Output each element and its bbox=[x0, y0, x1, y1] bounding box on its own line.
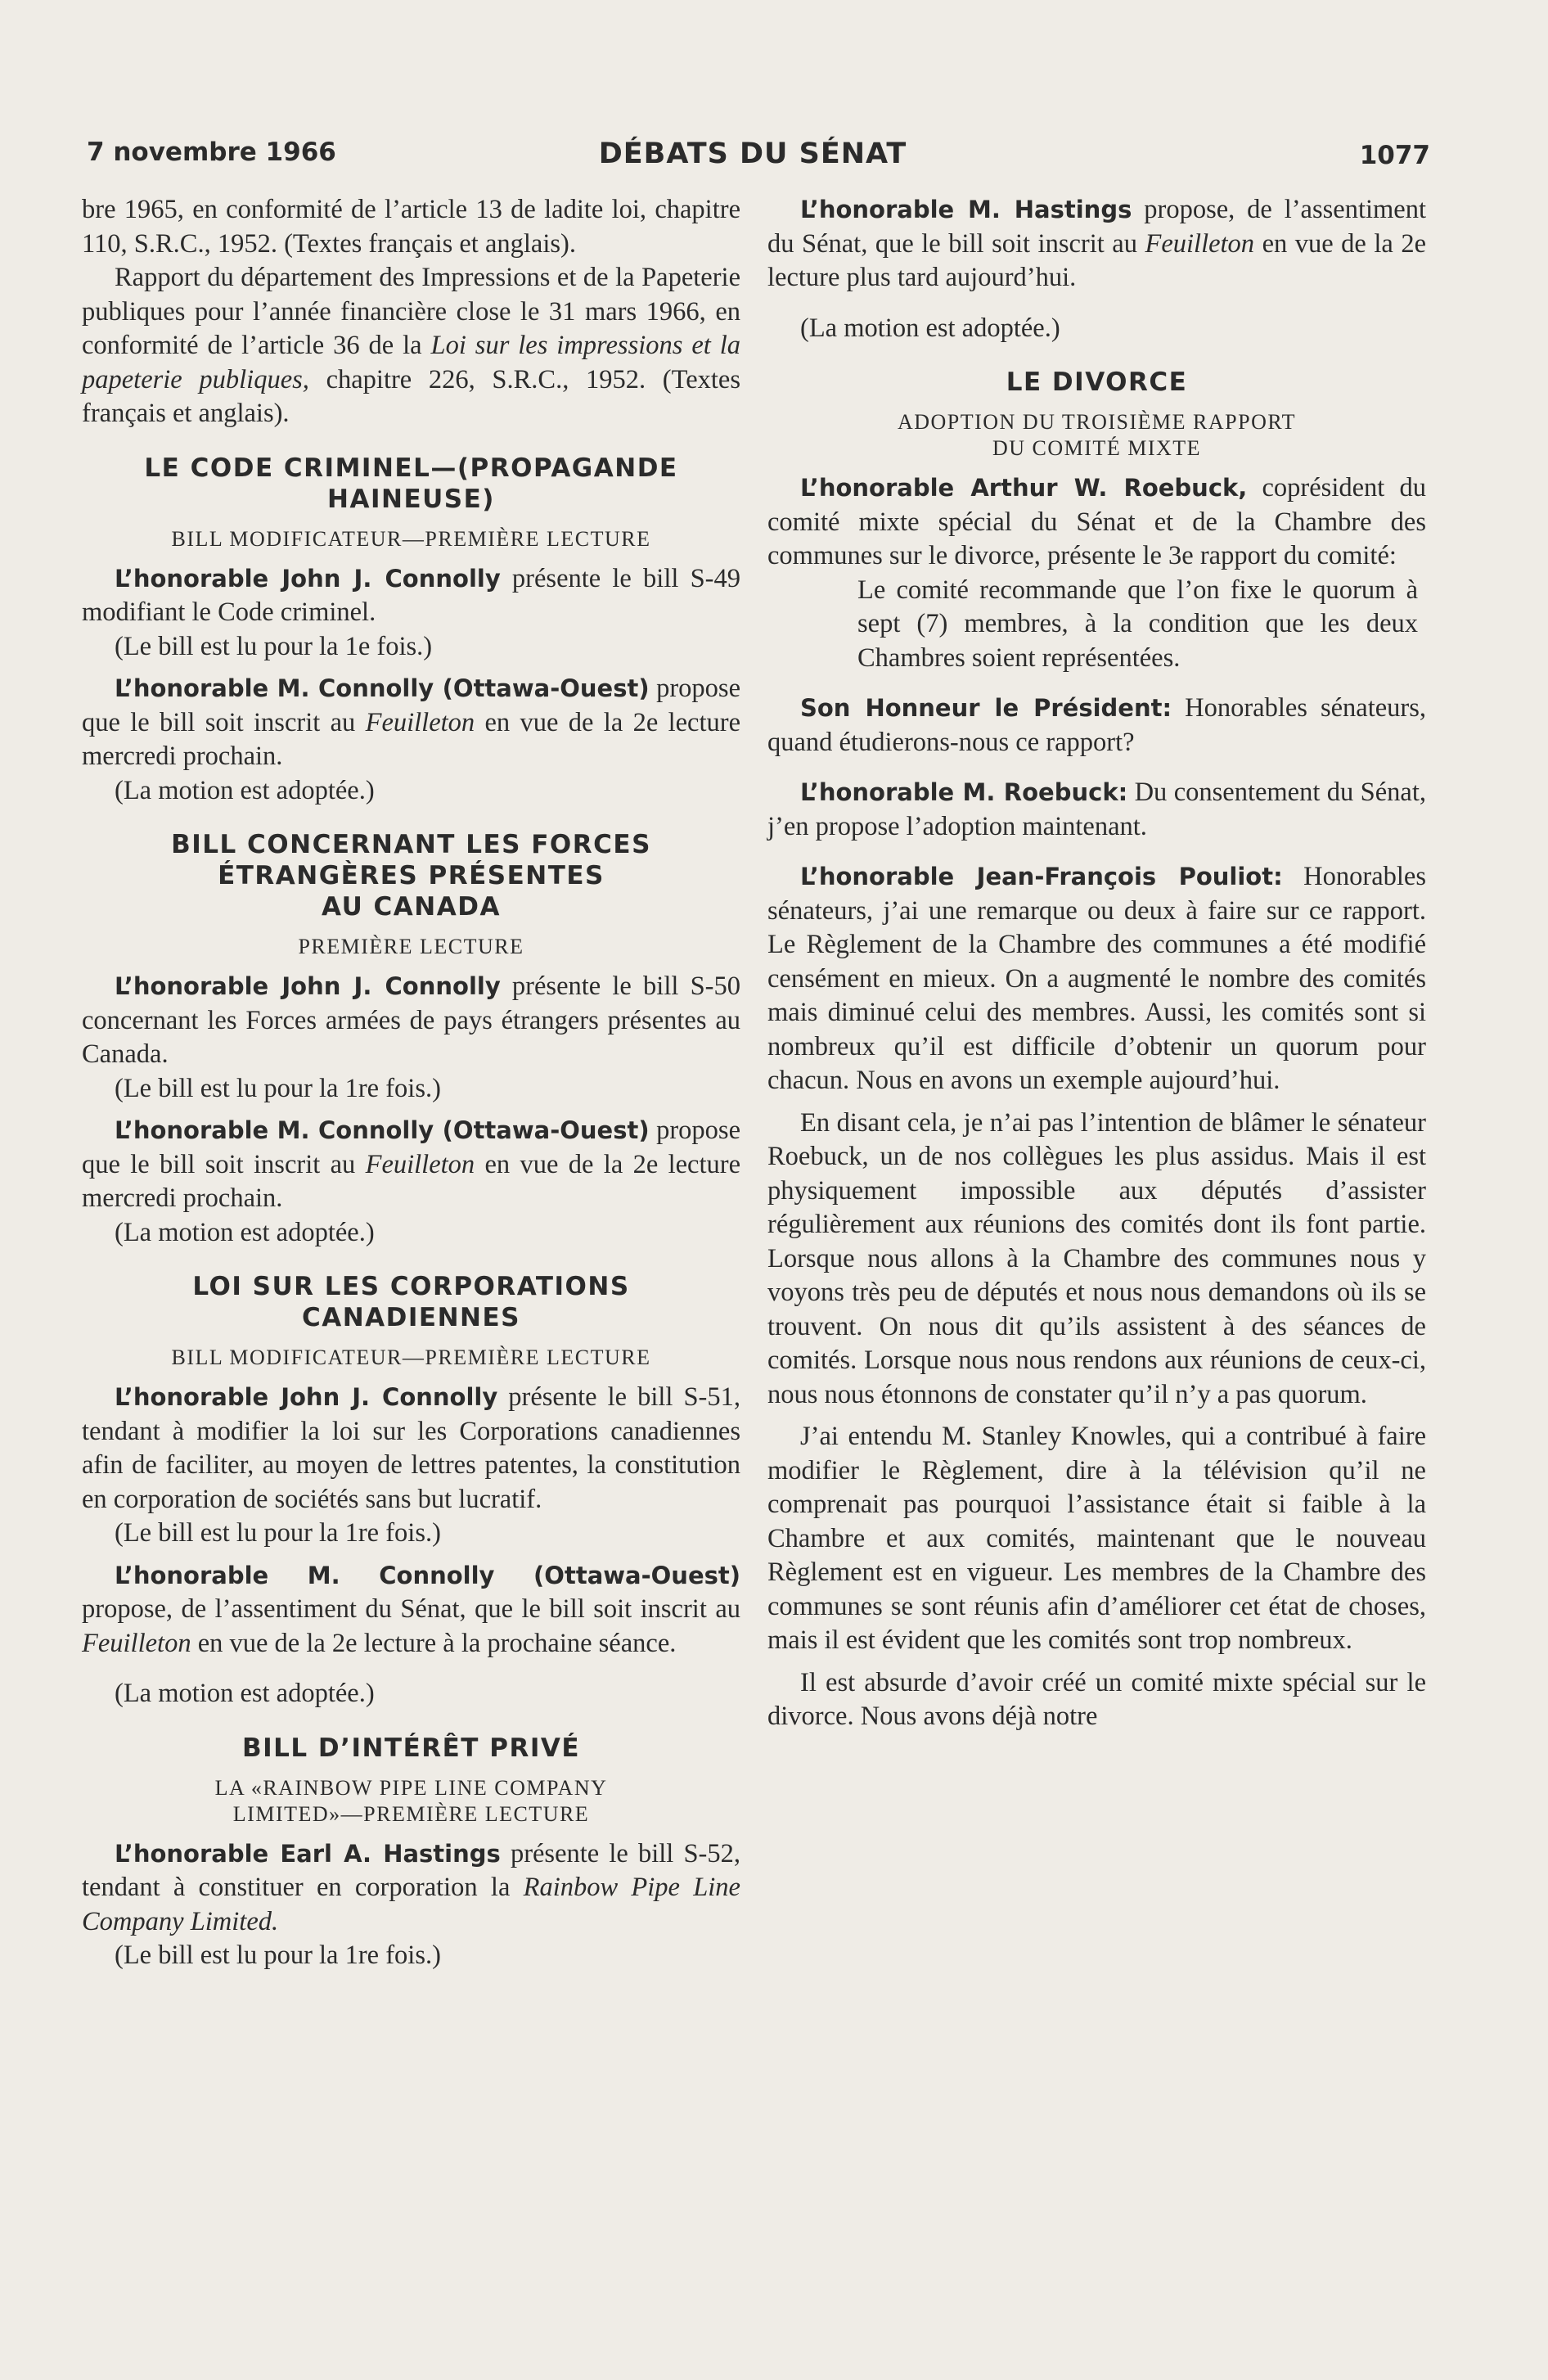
left-column bbox=[82, 193, 740, 1973]
paragraph: L’honorable Arthur W. Roebuck, coprésident du comité mixte spécial du Sénat et de la Chambre des communes sur le divorce, présente le 3e rapport du comité: bbox=[767, 473, 1426, 570]
section-subheading: BILL MODIFICATEUR—PREMIÈRE LECTURE bbox=[171, 1346, 651, 1369]
header-title: DÉBATS DU SÉNAT bbox=[598, 137, 907, 170]
paragraph: L’honorable M. Connolly (Ottawa-Ouest) propose, de l’assentiment du Sénat, que le bill soit inscrit au Feuilleton en vue de la 2e lecture à la prochaine séance. bbox=[82, 1561, 740, 1658]
speaker-name: L’honorable John J. Connolly bbox=[115, 564, 501, 593]
paragraph: L’honorable M. Connolly (Ottawa-Ouest) propose que le bill soit inscrit au Feuilleton en vue de la 2e lecture mercredi prochain. bbox=[82, 674, 740, 771]
paragraph: L’honorable John J. Connolly présente le bill S-49 modifiant le Code criminel. bbox=[82, 563, 740, 627]
speaker-name: L’honorable John J. Connolly bbox=[115, 1383, 498, 1411]
paragraph: L’honorable M. Roebuck: Du consentement du Sénat, j’en propose l’adoption maintenant. bbox=[767, 778, 1426, 841]
paragraph: En disant cela, je n’ai pas l’intention de blâmer le sénateur Roebuck, un de nos collègues les plus assidus. Mais il est physiquement impossible aux députés d’assister régulièrement aux réunions des comités dont ils font partie. Lorsque nous allons à la Chambre des communes nous y voyons très peu de députés et nous nous demandons où ils se trouvent. On nous dit qu’ils assistent à des séances de comités. Lorsque nous nous rendons aux réunions de ceux-ci, nous nous étonnons de constater qu’il n’y a pas quorum. bbox=[767, 1107, 1426, 1409]
section-subheading: BILL MODIFICATEUR—PREMIÈRE LECTURE bbox=[171, 526, 651, 551]
paragraph: (Le bill est lu pour la 1re fois.) bbox=[115, 1073, 441, 1103]
paragraph: Son Honneur le Président: Honorables sénateurs, quand étudierons-nous ce rapport? bbox=[767, 693, 1426, 757]
paragraph: (La motion est adoptée.) bbox=[800, 313, 1060, 343]
paragraph: J’ai entendu M. Stanley Knowles, qui a contribué à faire modifier le Règlement, dire à la télévision qu’il ne comprenait pas pourquoi l’assistance était si faible à la Chambre et aux comités, maintenant que le nouveau Règlement est en vigueur. Les membres de la Chambre des communes se sont réunis afin d’améliorer cet état de choses, mais il est évident que les comités sont trop nombreux. bbox=[767, 1422, 1426, 1655]
page-header bbox=[82, 133, 1430, 174]
speaker-name: L’honorable Earl A. Hastings bbox=[115, 1839, 501, 1868]
page-number: 1077 bbox=[1359, 141, 1430, 170]
paragraph: L’honorable John J. Connolly présente le bill S-50 concernant les Forces armées de pays étrangers présentes au Canada. bbox=[82, 971, 740, 1069]
quoted-report: Le comité recommande que l’on fixe le quorum à sept (7) membres, à la condition que les deux Chambres soient représentées. bbox=[857, 575, 1418, 673]
paragraph: Rapport du département des Impressions et de la Papeterie publiques pour l’année financière close le 31 mars 1966, en conformité de l’article 36 de la Loi sur les impressions et la papeterie publiques, chapitre 226, S.R.C., 1952. (Textes français et anglais). bbox=[82, 263, 740, 428]
header-date: 7 novembre 1966 bbox=[87, 137, 336, 167]
paragraph: (Le bill est lu pour la 1re fois.) bbox=[115, 1941, 441, 1970]
speaker-name: Son Honneur le Président: bbox=[800, 694, 1172, 722]
paragraph: (La motion est adoptée.) bbox=[115, 775, 375, 805]
speaker-name: L’honorable John J. Connolly bbox=[115, 972, 501, 1000]
speaker-name: L’honorable M. Connolly (Ottawa-Ouest) bbox=[115, 674, 650, 702]
paragraph: L’honorable Jean-François Pouliot: Honorables sénateurs, j’ai une remarque ou deux à faire sur ce rapport. Le Règlement de la Chambre des communes a été modifié censément en mieux. On a augmenté le nombre des comités mais diminué celui des membres. Aussi, les comités sont si nombreux qu’il est difficile d’obtenir un quorum pour chacun. Nous en avons un exemple aujourd’hui. bbox=[767, 862, 1426, 1095]
section-heading: BILL CONCERNANT LES FORCES ÉTRANGÈRES PRÉSENTES AU CANADA bbox=[171, 830, 651, 922]
paragraph: (La motion est adoptée.) bbox=[115, 1217, 375, 1247]
speaker-name: L’honorable M. Connolly (Ottawa-Ouest) bbox=[115, 1116, 650, 1144]
speaker-name: L’honorable Jean-François Pouliot: bbox=[800, 863, 1283, 890]
paragraph: (La motion est adoptée.) bbox=[115, 1679, 375, 1708]
speaker-name: L’honorable M. Hastings bbox=[800, 196, 1132, 223]
section-subheading: LA «RAINBOW PIPE LINE COMPANY LIMITED»—PREMIÈRE LECTURE bbox=[214, 1775, 608, 1826]
paragraph: L’honorable John J. Connolly présente le bill S-51, tendant à modifier la loi sur les Corporations canadiennes afin de faciliter, au moyen de lettres patentes, la constitution en corporation de sociétés sans but lucratif. bbox=[82, 1382, 740, 1514]
paragraph: (Le bill est lu pour la 1e fois.) bbox=[115, 631, 433, 661]
section-subheading: ADOPTION DU TROISIÈME RAPPORT DU COMITÉ MIXTE bbox=[897, 410, 1297, 460]
section-subheading: PREMIÈRE LECTURE bbox=[298, 935, 524, 958]
paragraph: Il est absurde d’avoir créé un comité mixte spécial sur le divorce. Nous avons déjà notre bbox=[767, 1667, 1426, 1731]
paragraph: (Le bill est lu pour la 1re fois.) bbox=[115, 1518, 441, 1548]
paragraph: bre 1965, en conformité de l’article 13 de ladite loi, chapitre 110, S.R.C., 1952. (Textes français et anglais). bbox=[82, 195, 740, 259]
section-heading: LE DIVORCE bbox=[1006, 367, 1188, 397]
speaker-name: L’honorable M. Connolly (Ottawa-Ouest) bbox=[115, 1561, 740, 1589]
section-heading: LOI SUR LES CORPORATIONS CANADIENNES bbox=[192, 1272, 630, 1332]
speaker-name: L’honorable Arthur W. Roebuck, bbox=[800, 474, 1248, 502]
right-column bbox=[767, 193, 1426, 1734]
paragraph: L’honorable Earl A. Hastings présente le bill S-52, tendant à constituer en corporation la Rainbow Pipe Line Company Limited. bbox=[82, 1838, 740, 1936]
section-heading: LE CODE CRIMINEL—(PROPAGANDE HAINEUSE) bbox=[144, 453, 678, 514]
paragraph: L’honorable M. Connolly (Ottawa-Ouest) propose que le bill soit inscrit au Feuilleton en vue de la 2e lecture mercredi prochain. bbox=[82, 1116, 740, 1213]
speaker-name: L’honorable M. Roebuck: bbox=[800, 778, 1128, 806]
paragraph: L’honorable M. Hastings propose, de l’assentiment du Sénat, que le bill soit inscrit au Feuilleton en vue de la 2e lecture plus tard aujourd’hui. bbox=[767, 195, 1427, 292]
section-heading: BILL D’INTÉRÊT PRIVÉ bbox=[241, 1733, 581, 1763]
